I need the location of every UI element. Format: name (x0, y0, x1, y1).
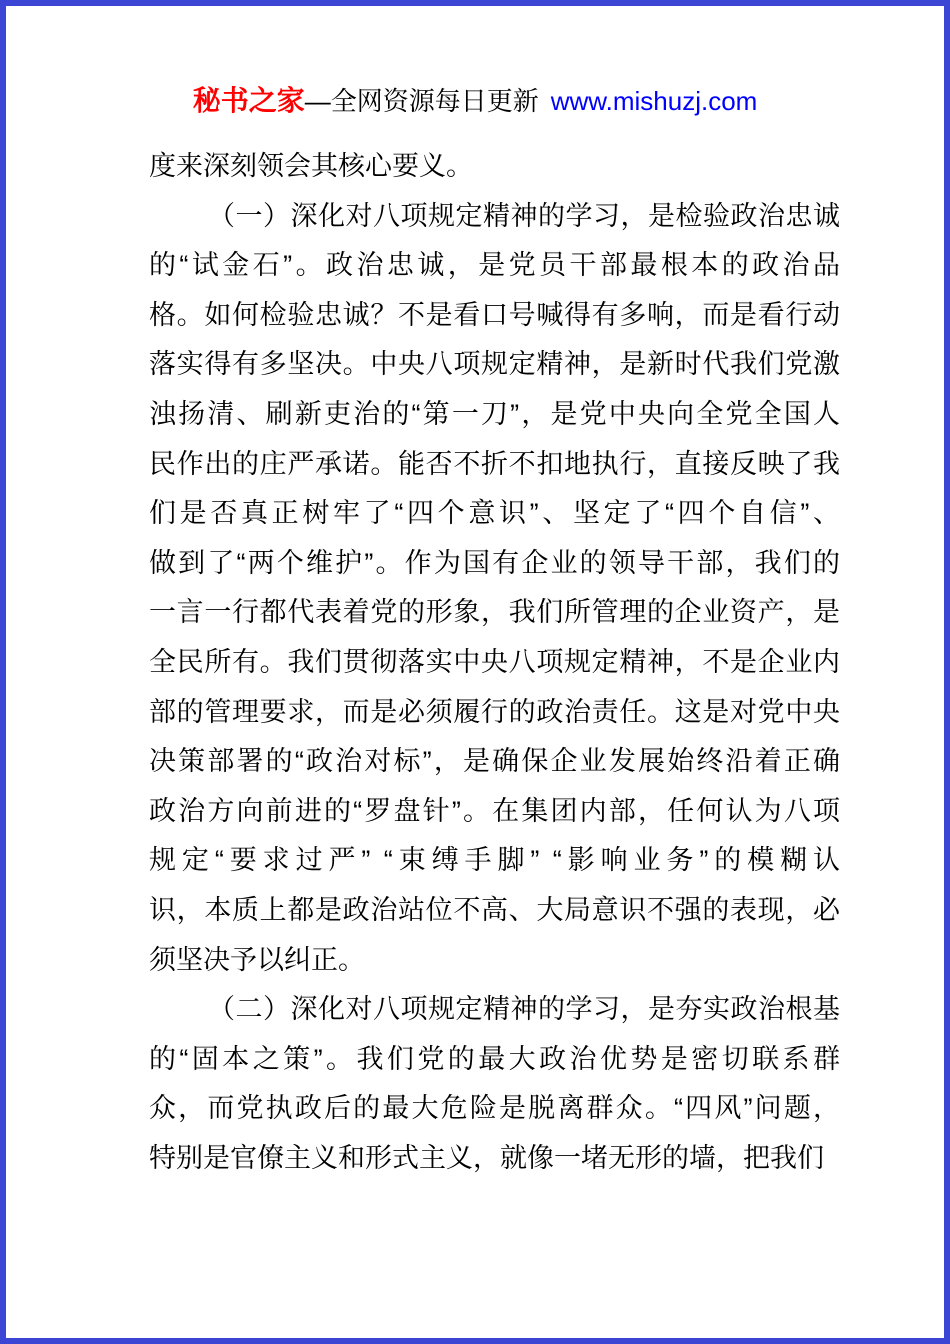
text-line: 的“固本之策”。我们党的最大政治优势是密切联系群 (149, 1043, 840, 1074)
text-line: 一言一行都代表着党的形象，我们所管理的企业资产，是 (149, 597, 840, 628)
text-line: 须坚决予以纠正。 (149, 944, 365, 975)
text-line: （二）深化对八项规定精神的学习，是夯实政治根基 (208, 994, 840, 1025)
text-line: 度来深刻领会其核心要义。 (149, 151, 473, 181)
document-body (149, 142, 840, 1183)
text-line: 识，本质上都是政治站位不高、大局意识不强的表现，必 (149, 894, 840, 925)
text-line: 众，而党执政后的最大危险是脱离群众。“四风”问题， (149, 1093, 840, 1124)
text-line: 民作出的庄严承诺。能否不折不扣地执行，直接反映了我 (149, 448, 840, 479)
text-line: 做到了“两个维护”。作为国有企业的领导干部，我们的 (149, 547, 840, 578)
text-line: （一）深化对八项规定精神的学习，是检验政治忠诚 (208, 200, 840, 231)
header-tagline: 全网资源每日更新 (330, 86, 539, 116)
text-line: 的“试金石”。政治忠诚，是党员干部最根本的政治品 (149, 250, 840, 281)
site-url-link[interactable]: www.mishuzj.com (550, 86, 758, 116)
text-line: 全民所有。我们贯彻落实中央八项规定精神，不是企业内 (149, 646, 840, 677)
text-line: 规定“要求过严” “束缚手脚” “影响业务”的模糊认 (149, 845, 840, 876)
text-line: 格。如何检验忠诚？不是看口号喊得有多响，而是看行动 (149, 299, 840, 330)
site-header (6, 84, 944, 118)
text-line: 特别是官僚主义和形式主义，就像一堵无形的墙，把我们 (149, 1142, 824, 1173)
header-separator: — (304, 86, 331, 116)
text-line: 浊扬清、刷新吏治的“第一刀”，是党中央向全党全国人 (149, 398, 840, 429)
site-name: 秘书之家 (192, 85, 305, 116)
text-line: 部的管理要求，而是必须履行的政治责任。这是对党中央 (149, 696, 840, 727)
text-line: 决策部署的“政治对标”，是确保企业发展始终沿着正确 (149, 746, 840, 777)
text-line: 落实得有多坚决。中央八项规定精神，是新时代我们党激 (149, 349, 840, 380)
text-line: 们是否真正树牢了“四个意识”、坚定了“四个自信”、 (149, 498, 840, 529)
text-line: 政治方向前进的“罗盘针”。在集团内部，任何认为八项 (149, 795, 840, 826)
